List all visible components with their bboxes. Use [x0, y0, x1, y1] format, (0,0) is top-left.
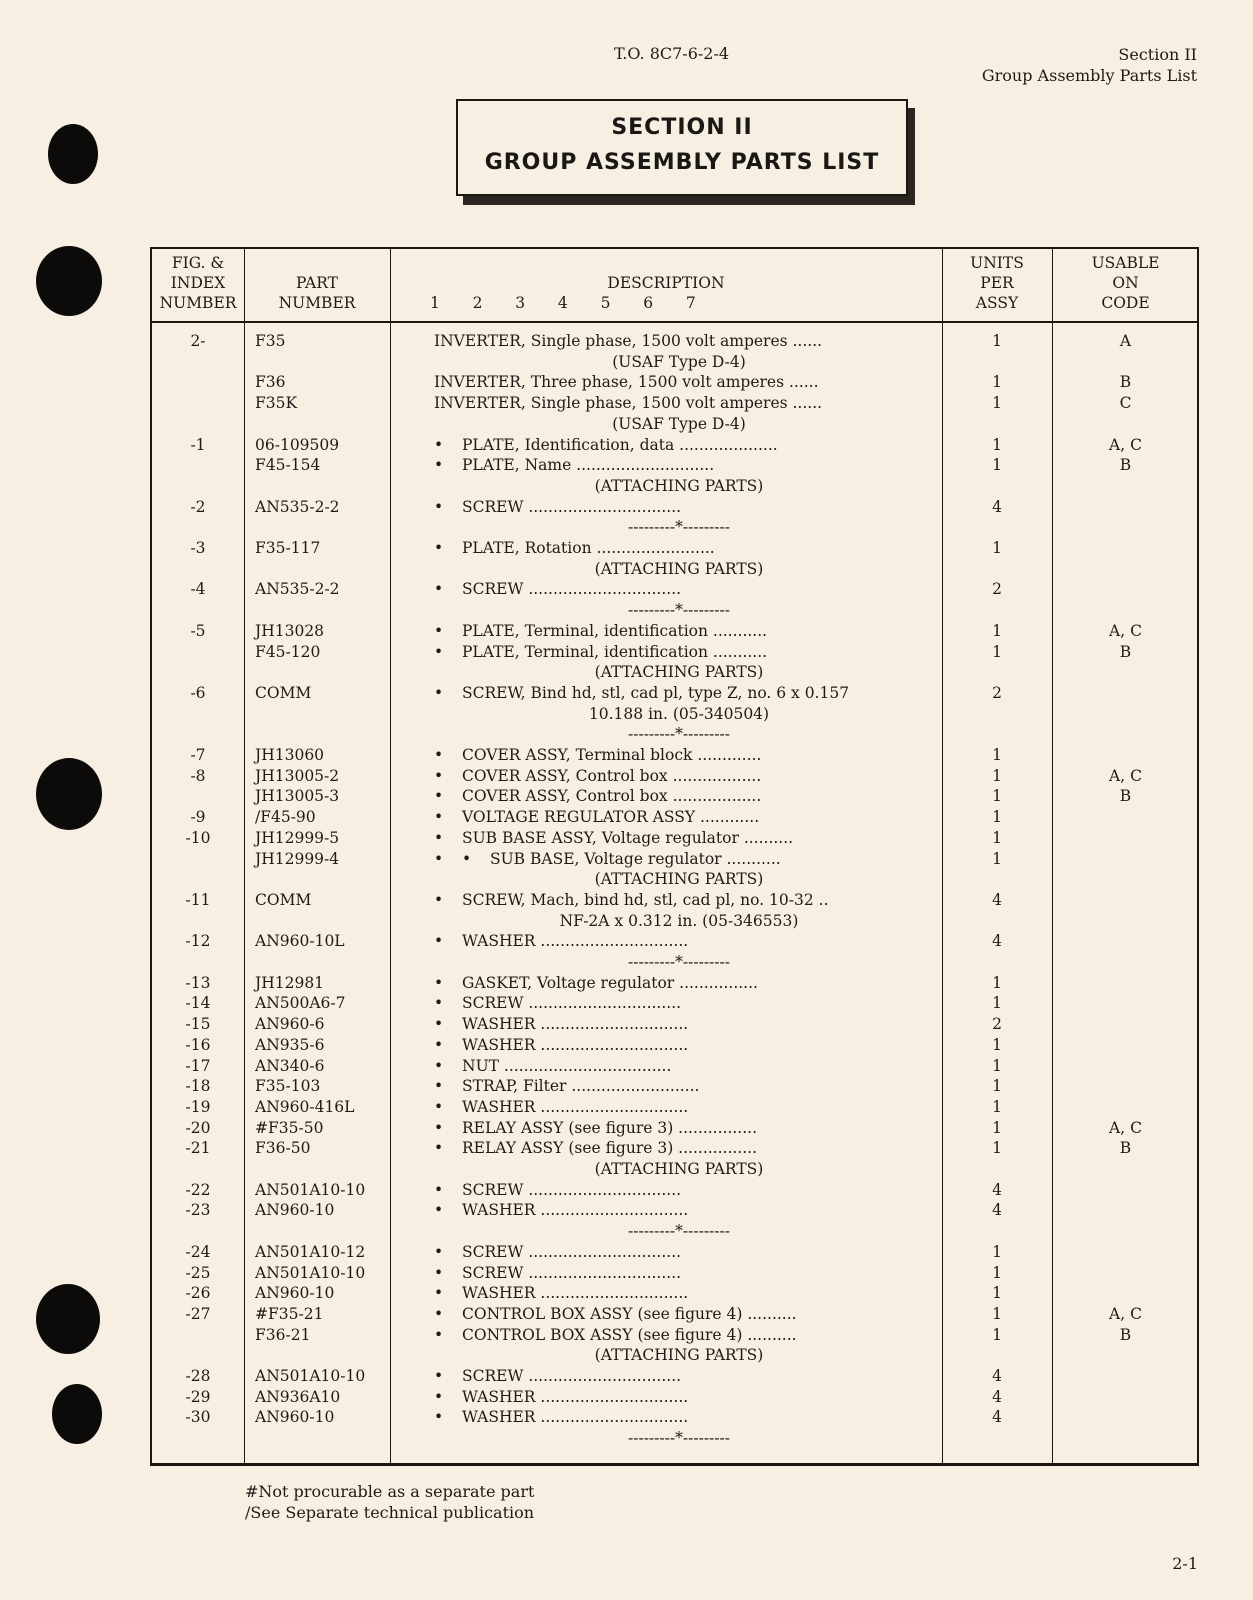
index-number: -10	[185, 828, 211, 847]
description: (ATTACHING PARTS)	[594, 476, 764, 495]
description: • WASHER ..............................	[434, 1035, 689, 1054]
usable-on-code: A, C	[1109, 435, 1142, 454]
table-note-row	[152, 414, 1201, 434]
part-number: F45-154	[255, 456, 321, 475]
description: • COVER ASSY, Control box ..................	[434, 766, 762, 785]
units-per-assy: 1	[992, 1056, 1002, 1075]
table-row	[152, 372, 1201, 392]
index-number: -7	[190, 746, 206, 764]
index-number: -26	[185, 1284, 211, 1303]
index-number: -8	[190, 766, 206, 785]
table-row	[152, 1304, 1201, 1324]
indent-bullet-icon: •	[434, 1097, 444, 1116]
part-number: AN960-10	[255, 1284, 335, 1303]
part-number: AN501A10-10	[255, 1263, 366, 1282]
index-number: -9	[190, 808, 206, 827]
description: INVERTER, Single phase, 1500 volt amperes ......	[434, 332, 823, 350]
table-note-row	[152, 869, 1201, 889]
description: ---------*---------	[627, 1429, 731, 1448]
indent-bullet-icon: •	[434, 746, 444, 764]
indent-bullet-icon: •	[434, 1263, 444, 1282]
table-row	[152, 1035, 1201, 1055]
table-row	[152, 642, 1201, 662]
table-row	[152, 455, 1201, 475]
table-row	[152, 1242, 1201, 1262]
units-per-assy: 4	[992, 1201, 1002, 1220]
units-per-assy: 1	[992, 1263, 1002, 1282]
description: (USAF Type D-4)	[612, 352, 746, 371]
index-number: -19	[185, 1097, 211, 1116]
units-per-assy: 4	[992, 890, 1002, 909]
units-per-assy: 2	[992, 1015, 1002, 1034]
part-number: COMM	[255, 890, 312, 909]
table-note-row	[152, 1428, 1201, 1448]
index-number: -11	[185, 890, 211, 909]
table-row	[152, 331, 1201, 351]
table-row	[152, 621, 1201, 641]
page-number: 2-1	[1172, 1554, 1198, 1573]
column-header-units: UNITS PER ASSY	[970, 254, 1024, 312]
units-per-assy: 4	[992, 932, 1002, 951]
binder-hole	[36, 246, 102, 316]
description: • PLATE, Identification, data ....................	[434, 435, 778, 454]
part-number: #F35-21	[255, 1304, 324, 1323]
table-row	[152, 828, 1201, 848]
indent-bullet-icon: •	[434, 1201, 444, 1220]
table-row	[152, 786, 1201, 806]
usable-on-code: A	[1119, 332, 1132, 350]
binder-hole	[36, 758, 102, 830]
table-row	[152, 1200, 1201, 1220]
description: • SUB BASE ASSY, Voltage regulator ..........	[434, 828, 794, 847]
footnote-separate-publication: /See Separate technical publication	[245, 1503, 535, 1522]
description: (ATTACHING PARTS)	[594, 663, 764, 682]
part-number: F36	[255, 373, 286, 392]
table-note-row	[152, 1159, 1201, 1179]
description: • SCREW ...............................	[434, 1367, 682, 1385]
description: • PLATE, Name ............................	[434, 456, 715, 475]
part-number: /F45-90	[255, 808, 316, 827]
indent-bullet-icon: •	[434, 1408, 444, 1427]
table-row	[152, 579, 1201, 599]
usable-on-code: B	[1119, 1325, 1132, 1344]
index-number: -5	[190, 621, 206, 640]
units-per-assy: 1	[992, 787, 1002, 806]
table-row	[152, 1366, 1201, 1386]
description: • WASHER ..............................	[434, 1015, 689, 1034]
table-note-row	[152, 704, 1201, 724]
index-number: -23	[185, 1201, 211, 1220]
part-number: AN960-6	[255, 1015, 325, 1034]
table-row	[152, 807, 1201, 827]
units-per-assy: 1	[992, 539, 1002, 557]
part-number: F36-21	[255, 1325, 311, 1344]
indent-bullet-icon: •	[434, 787, 444, 806]
part-number: AN535-2-2	[255, 497, 340, 516]
table-note-row	[152, 352, 1201, 372]
index-number: -4	[190, 580, 206, 599]
part-number: JH13028	[255, 621, 325, 640]
units-per-assy: 1	[992, 394, 1002, 413]
table-note-row	[152, 517, 1201, 537]
units-per-assy: 2	[992, 683, 1002, 702]
table-row	[152, 1387, 1201, 1407]
binder-hole	[48, 124, 98, 184]
description: • WASHER ..............................	[434, 1097, 689, 1116]
index-number: -12	[185, 932, 211, 951]
part-number: AN960-10L	[255, 932, 345, 951]
units-per-assy: 1	[992, 1035, 1002, 1054]
description: • PLATE, Terminal, identification ...........	[434, 621, 768, 640]
part-number: JH12999-4	[255, 849, 340, 868]
description: • COVER ASSY, Terminal block .............	[434, 746, 762, 764]
table-row	[152, 1283, 1201, 1303]
column-header-code: USABLE ON CODE	[1091, 254, 1160, 312]
description: • WASHER ..............................	[434, 1284, 689, 1303]
units-per-assy: 1	[992, 1284, 1002, 1303]
part-number: F35-117	[255, 539, 321, 557]
description: • SCREW ...............................	[434, 497, 682, 516]
header-divider	[152, 321, 1197, 323]
indent-bullet-icon: •	[434, 1367, 444, 1385]
units-per-assy: 1	[992, 456, 1002, 475]
description: NF-2A x 0.312 in. (05-346553)	[559, 911, 799, 930]
units-per-assy: 1	[992, 1118, 1002, 1137]
units-per-assy: 1	[992, 746, 1002, 764]
description: • WASHER ..............................	[434, 1201, 689, 1220]
description: (ATTACHING PARTS)	[594, 1160, 764, 1178]
indent-bullet-icon: •	[434, 1284, 444, 1303]
footnote-not-procurable: #Not procurable as a separate part	[245, 1482, 535, 1501]
part-number: F35	[255, 332, 286, 350]
indent-bullet-icon: •	[434, 1387, 444, 1406]
section-title-label: Group Assembly Parts List	[981, 66, 1197, 85]
description: • PLATE, Terminal, identification ...........	[434, 642, 768, 661]
document-number: T.O. 8C7-6-2-4	[613, 44, 730, 63]
table-note-row	[152, 559, 1201, 579]
description: (ATTACHING PARTS)	[594, 1346, 764, 1365]
section-subheading: GROUP ASSEMBLY PARTS LIST	[484, 150, 880, 175]
indent-bullet-icon: •	[434, 849, 444, 868]
description: • WASHER ..............................	[434, 1387, 689, 1406]
part-number: AN500A6-7	[255, 994, 346, 1013]
description: • WASHER ..............................	[434, 932, 689, 951]
usable-on-code: A, C	[1109, 621, 1142, 640]
description: (USAF Type D-4)	[612, 414, 746, 433]
usable-on-code: C	[1119, 394, 1132, 413]
units-per-assy: 4	[992, 1387, 1002, 1406]
index-number: -14	[185, 994, 211, 1013]
table-row	[152, 497, 1201, 517]
description: • CONTROL BOX ASSY (see figure 4) ..........	[434, 1304, 797, 1323]
indent-bullet-icon: •	[434, 1077, 444, 1096]
part-number: AN960-10	[255, 1201, 335, 1220]
table-row	[152, 745, 1201, 765]
description: • RELAY ASSY (see figure 3) ................	[434, 1139, 758, 1158]
table-row	[152, 1014, 1201, 1034]
running-header	[982, 44, 1197, 86]
index-number: -24	[185, 1242, 211, 1261]
part-number: JH12981	[255, 973, 325, 992]
description: • PLATE, Rotation ........................	[434, 539, 715, 557]
part-number: AN501A10-10	[255, 1180, 366, 1199]
table-row	[152, 766, 1201, 786]
index-number: 2-	[190, 332, 206, 350]
part-number: F45-120	[255, 642, 321, 661]
units-per-assy: 2	[992, 580, 1002, 599]
index-number: -28	[185, 1367, 211, 1385]
units-per-assy: 1	[992, 1139, 1002, 1158]
index-number: -20	[185, 1118, 211, 1137]
indent-bullet-icon: •	[434, 932, 444, 951]
indent-bullet-icon: •	[434, 1180, 444, 1199]
section-heading: SECTION II	[611, 115, 753, 140]
indent-bullet-icon: •	[434, 890, 444, 909]
indent-bullet-icon: •	[434, 1304, 444, 1323]
description: • WASHER ..............................	[434, 1408, 689, 1427]
indent-bullet-icon: •	[434, 456, 444, 475]
description: INVERTER, Single phase, 1500 volt amperes ......	[434, 394, 823, 413]
table-row	[152, 890, 1201, 910]
table-row	[152, 1097, 1201, 1117]
indent-bullet-icon: •	[434, 435, 444, 454]
table-note-row	[152, 476, 1201, 496]
usable-on-code: B	[1119, 642, 1132, 661]
table-row	[152, 931, 1201, 951]
index-number: -29	[185, 1387, 211, 1406]
usable-on-code: B	[1119, 456, 1132, 475]
indent-bullet-icon: •	[462, 849, 472, 868]
index-number: -27	[185, 1304, 211, 1323]
table-row	[152, 1263, 1201, 1283]
section-title-box	[456, 99, 908, 196]
index-number: -15	[185, 1015, 211, 1034]
description: • SCREW ...............................	[434, 580, 682, 599]
index-number: -13	[185, 973, 211, 992]
part-number: JH13060	[255, 746, 325, 764]
part-number: AN340-6	[255, 1056, 325, 1075]
table-note-row	[152, 600, 1201, 620]
index-number: -21	[185, 1139, 211, 1158]
part-number: F35K	[255, 394, 298, 413]
units-per-assy: 1	[992, 828, 1002, 847]
usable-on-code: B	[1119, 373, 1132, 392]
usable-on-code: A, C	[1109, 766, 1142, 785]
table-note-row	[152, 1221, 1201, 1241]
indent-bullet-icon: •	[434, 642, 444, 661]
description: • CONTROL BOX ASSY (see figure 4) ..........	[434, 1325, 797, 1344]
part-number: COMM	[255, 683, 312, 702]
units-per-assy: 1	[992, 435, 1002, 454]
index-number: -1	[190, 435, 206, 454]
part-number: F35-103	[255, 1077, 321, 1096]
description: • SCREW ...............................	[434, 1242, 682, 1261]
index-number: -25	[185, 1263, 211, 1282]
table-note-row	[152, 952, 1201, 972]
units-per-assy: 1	[992, 1325, 1002, 1344]
units-per-assy: 4	[992, 1408, 1002, 1427]
units-per-assy: 1	[992, 1304, 1002, 1323]
units-per-assy: 1	[992, 1242, 1002, 1261]
part-number: 06-109509	[255, 435, 340, 454]
table-row	[152, 538, 1201, 558]
indent-bullet-icon: •	[434, 497, 444, 516]
table-note-row	[152, 724, 1201, 744]
table-row	[152, 973, 1201, 993]
description: • COVER ASSY, Control box ..................	[434, 787, 762, 806]
table-note-row	[152, 662, 1201, 682]
part-number: AN936A10	[255, 1387, 341, 1406]
index-number: -18	[185, 1077, 211, 1096]
description: • • SUB BASE, Voltage regulator ...........	[434, 849, 781, 868]
units-per-assy: 1	[992, 994, 1002, 1013]
description: (ATTACHING PARTS)	[594, 870, 764, 889]
indent-bullet-icon: •	[434, 766, 444, 785]
table-row	[152, 849, 1201, 869]
description: • SCREW ...............................	[434, 1263, 682, 1282]
units-per-assy: 1	[992, 1077, 1002, 1096]
table-row	[152, 1076, 1201, 1096]
description: • SCREW, Mach, bind hd, stl, cad pl, no. 10-32 ..	[434, 890, 829, 909]
description: • SCREW, Bind hd, stl, cad pl, type Z, no. 6 x 0.157	[434, 683, 850, 702]
part-number: JH13005-2	[255, 766, 340, 785]
indent-bullet-icon: •	[434, 1118, 444, 1137]
table-note-row	[152, 911, 1201, 931]
section-label: Section II	[1118, 45, 1197, 64]
binder-hole	[52, 1384, 102, 1444]
table-row	[152, 1325, 1201, 1345]
indent-bullet-icon: •	[434, 539, 444, 557]
indent-bullet-icon: •	[434, 808, 444, 827]
indent-bullet-icon: •	[434, 1139, 444, 1158]
units-per-assy: 1	[992, 849, 1002, 868]
description: • VOLTAGE REGULATOR ASSY ............	[434, 808, 760, 827]
table-row	[152, 1138, 1201, 1158]
units-per-assy: 1	[992, 373, 1002, 392]
table-row	[152, 1118, 1201, 1138]
table-row	[152, 435, 1201, 455]
units-per-assy: 1	[992, 1097, 1002, 1116]
indent-bullet-icon: •	[434, 1056, 444, 1075]
units-per-assy: 1	[992, 766, 1002, 785]
table-row	[152, 1056, 1201, 1076]
part-number: AN501A10-10	[255, 1367, 366, 1385]
description: • SCREW ...............................	[434, 1180, 682, 1199]
part-number: AN960-10	[255, 1408, 335, 1427]
indent-bullet-icon: •	[434, 1035, 444, 1054]
binder-hole	[36, 1284, 100, 1354]
index-number: -16	[185, 1035, 211, 1054]
table-row	[152, 1180, 1201, 1200]
units-per-assy: 4	[992, 497, 1002, 516]
part-number: JH13005-3	[255, 787, 340, 806]
description: • RELAY ASSY (see figure 3) ................	[434, 1118, 758, 1137]
table-row	[152, 683, 1201, 703]
units-per-assy: 1	[992, 332, 1002, 350]
index-number: -30	[185, 1408, 211, 1427]
units-per-assy: 1	[992, 642, 1002, 661]
parts-list-table	[150, 247, 1199, 1466]
indent-bullet-icon: •	[434, 621, 444, 640]
index-number: -6	[190, 683, 206, 702]
usable-on-code: A, C	[1109, 1118, 1142, 1137]
table-row	[152, 1407, 1201, 1427]
column-header-part: PART NUMBER	[278, 274, 356, 312]
description: INVERTER, Three phase, 1500 volt amperes ......	[434, 373, 819, 392]
column-header-description: DESCRIPTION 1 2 3 4 5 6 7	[430, 274, 725, 312]
indent-bullet-icon: •	[434, 683, 444, 702]
usable-on-code: A, C	[1109, 1304, 1142, 1323]
indent-bullet-icon: •	[434, 828, 444, 847]
part-number: AN535-2-2	[255, 580, 340, 599]
units-per-assy: 1	[992, 621, 1002, 640]
description: • SCREW ...............................	[434, 994, 682, 1013]
units-per-assy: 4	[992, 1367, 1002, 1385]
indent-bullet-icon: •	[434, 994, 444, 1013]
units-per-assy: 4	[992, 1180, 1002, 1199]
part-number: #F35-50	[255, 1118, 324, 1137]
index-number: -3	[190, 539, 206, 557]
description: 10.188 in. (05-340504)	[588, 704, 770, 723]
description: • NUT ..................................	[434, 1056, 672, 1075]
description: • GASKET, Voltage regulator ................	[434, 973, 758, 992]
part-number: AN960-416L	[255, 1097, 355, 1116]
description: ---------*---------	[627, 725, 731, 744]
part-number: AN935-6	[255, 1035, 325, 1054]
indent-bullet-icon: •	[434, 1242, 444, 1261]
units-per-assy: 1	[992, 808, 1002, 827]
part-number: JH12999-5	[255, 828, 340, 847]
table-row	[152, 393, 1201, 413]
indent-bullet-icon: •	[434, 1325, 444, 1344]
description: ---------*---------	[627, 953, 731, 971]
part-number: AN501A10-12	[255, 1242, 366, 1261]
index-number: -22	[185, 1180, 211, 1199]
index-number: -2	[190, 497, 206, 516]
description: (ATTACHING PARTS)	[594, 559, 764, 578]
part-number: F36-50	[255, 1139, 311, 1158]
table-row	[152, 993, 1201, 1013]
indent-bullet-icon: •	[434, 1015, 444, 1034]
description: ---------*---------	[627, 601, 731, 620]
column-header-index: FIG. & INDEX NUMBER	[159, 254, 237, 312]
description: • STRAP, Filter ..........................	[434, 1077, 700, 1096]
units-per-assy: 1	[992, 973, 1002, 992]
usable-on-code: B	[1119, 787, 1132, 806]
description: ---------*---------	[627, 1222, 731, 1241]
usable-on-code: B	[1119, 1139, 1132, 1158]
table-note-row	[152, 1345, 1201, 1365]
description: ---------*---------	[627, 518, 731, 537]
indent-bullet-icon: •	[434, 973, 444, 992]
indent-bullet-icon: •	[434, 580, 444, 599]
index-number: -17	[185, 1056, 211, 1075]
